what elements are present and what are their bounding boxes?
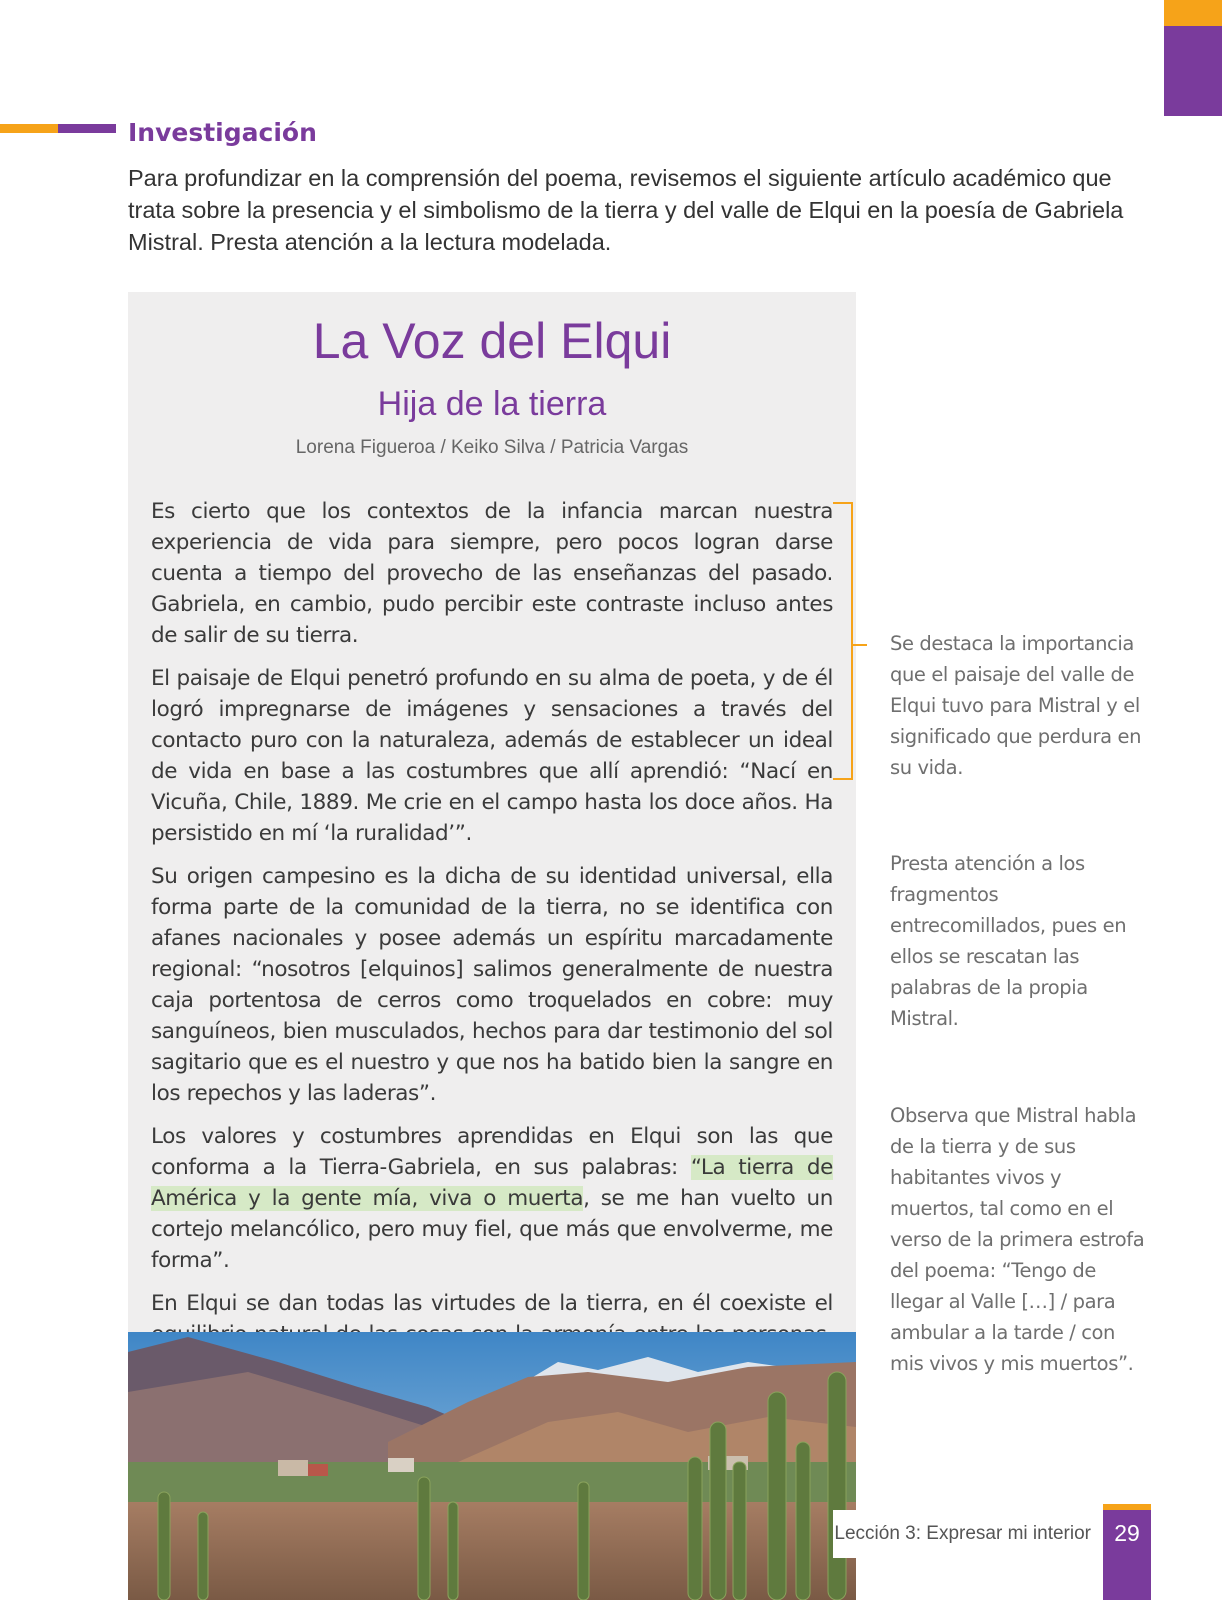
side-note-3: Observa que Mistral habla de la tierra y de sus habitantes vivos y muertos, tal como en el verso de la primera estrofa del poema: “Tengo de llegar al Valle […] / para ambular a la tarde / con mis vivos y mis muertos”.: [890, 1104, 1145, 1375]
section-rule-orange: [0, 124, 58, 133]
side-note-2: Presta atención a los fragmentos entrecomillados, pues en ellos se rescatan las palabras de la propia Mistral.: [890, 852, 1127, 1030]
corner-tab: [1164, 0, 1222, 116]
section-title: Investigación: [128, 118, 317, 147]
bracket-marker-icon: [833, 502, 853, 780]
paragraph-4-end: , se me han vuelto un cortejo melancólico, pero muy fiel, que más que envolverme, me forma”.: [151, 1186, 833, 1273]
paragraph-5: En Elqui se dan todas las virtudes de la tierra, en él coexiste el: [151, 1291, 833, 1316]
page-number-cap: [1103, 1504, 1151, 1510]
paragraph-4-start: Los valores y costumbres aprendidas en Elqui son las que conforma a la Tierra-Gabriela, en sus palabras:: [151, 1124, 833, 1180]
intro-text: Para profundizar en la comprensión del poema, revisemos el siguiente artículo académico que trata sobre la presencia y el simbolismo de la tierra y del valle de Elqui en la poesía de Gabriela Mistral. Presta atención a la lectura modelada.: [128, 165, 1124, 255]
paragraph-3: Su origen campesino es la dicha de su identidad universal, ella forma parte de la comunidad de la tierra, no se identifica con afanes nacionales y posee además un espíritu marcadamente regional: “nosotros [elquinos] salimos generalmente de nuestra caja portentosa de cerros como troquelados en cobre: muy sanguíneos, bien musculados, hechos para dar testimonio del sol sagitario que es el nuestro y que nos ha batido bien la sangre en los repechos y las laderas”.: [151, 864, 833, 1106]
elqui-valley-photo: [128, 1332, 856, 1600]
section-rule-purple: [58, 124, 116, 133]
landscape-illustration: [128, 1332, 856, 1600]
paragraph-2: El paisaje de Elqui penetró profundo en su alma de poeta, y de él logró impregnarse de imágenes y sensaciones a través del contacto puro con la naturaleza, además de establecer un ideal de vida en base a las costumbres que allí aprendió: “Nací en Vicuña, Chile, 1889. Me crie en el campo hasta los doce años. Ha persistido en mí ‘la ruralidad’”.: [151, 666, 833, 846]
page-number: [1103, 1510, 1151, 1600]
article-title: La Voz del Elqui: [312, 313, 672, 369]
paragraph-1: Es cierto que los contextos de la infancia marcan nuestra experiencia de vida para siempre, pero pocos logran darse cuenta a tiempo del provecho de las enseñanzas del pasado. Gabriela, en cambio, pudo percibir este contraste incluso antes de salir de su tierra.: [151, 499, 833, 648]
corner-tab-cap: [1164, 0, 1222, 26]
article-subtitle: Hija de la tierra: [377, 385, 607, 423]
paragraph-4: [151, 1121, 833, 1276]
side-note-1: Se destaca la importancia que el paisaje del valle de Elqui tuvo para Mistral y el significado que perdura en su vida.: [890, 632, 1142, 779]
article-body: [151, 496, 833, 1455]
highlighted-quote: “La tierra de América y la gente mía, viva o muerta: [151, 1155, 833, 1211]
bracket-tick: [853, 644, 867, 646]
lesson-label: Lección 3: Expresar mi interior: [833, 1510, 1103, 1558]
article-box: [128, 292, 856, 1332]
page-number-text: 29: [1114, 1520, 1140, 1546]
article-authors: Lorena Figueroa / Keiko Silva / Patricia Vargas: [295, 437, 689, 458]
